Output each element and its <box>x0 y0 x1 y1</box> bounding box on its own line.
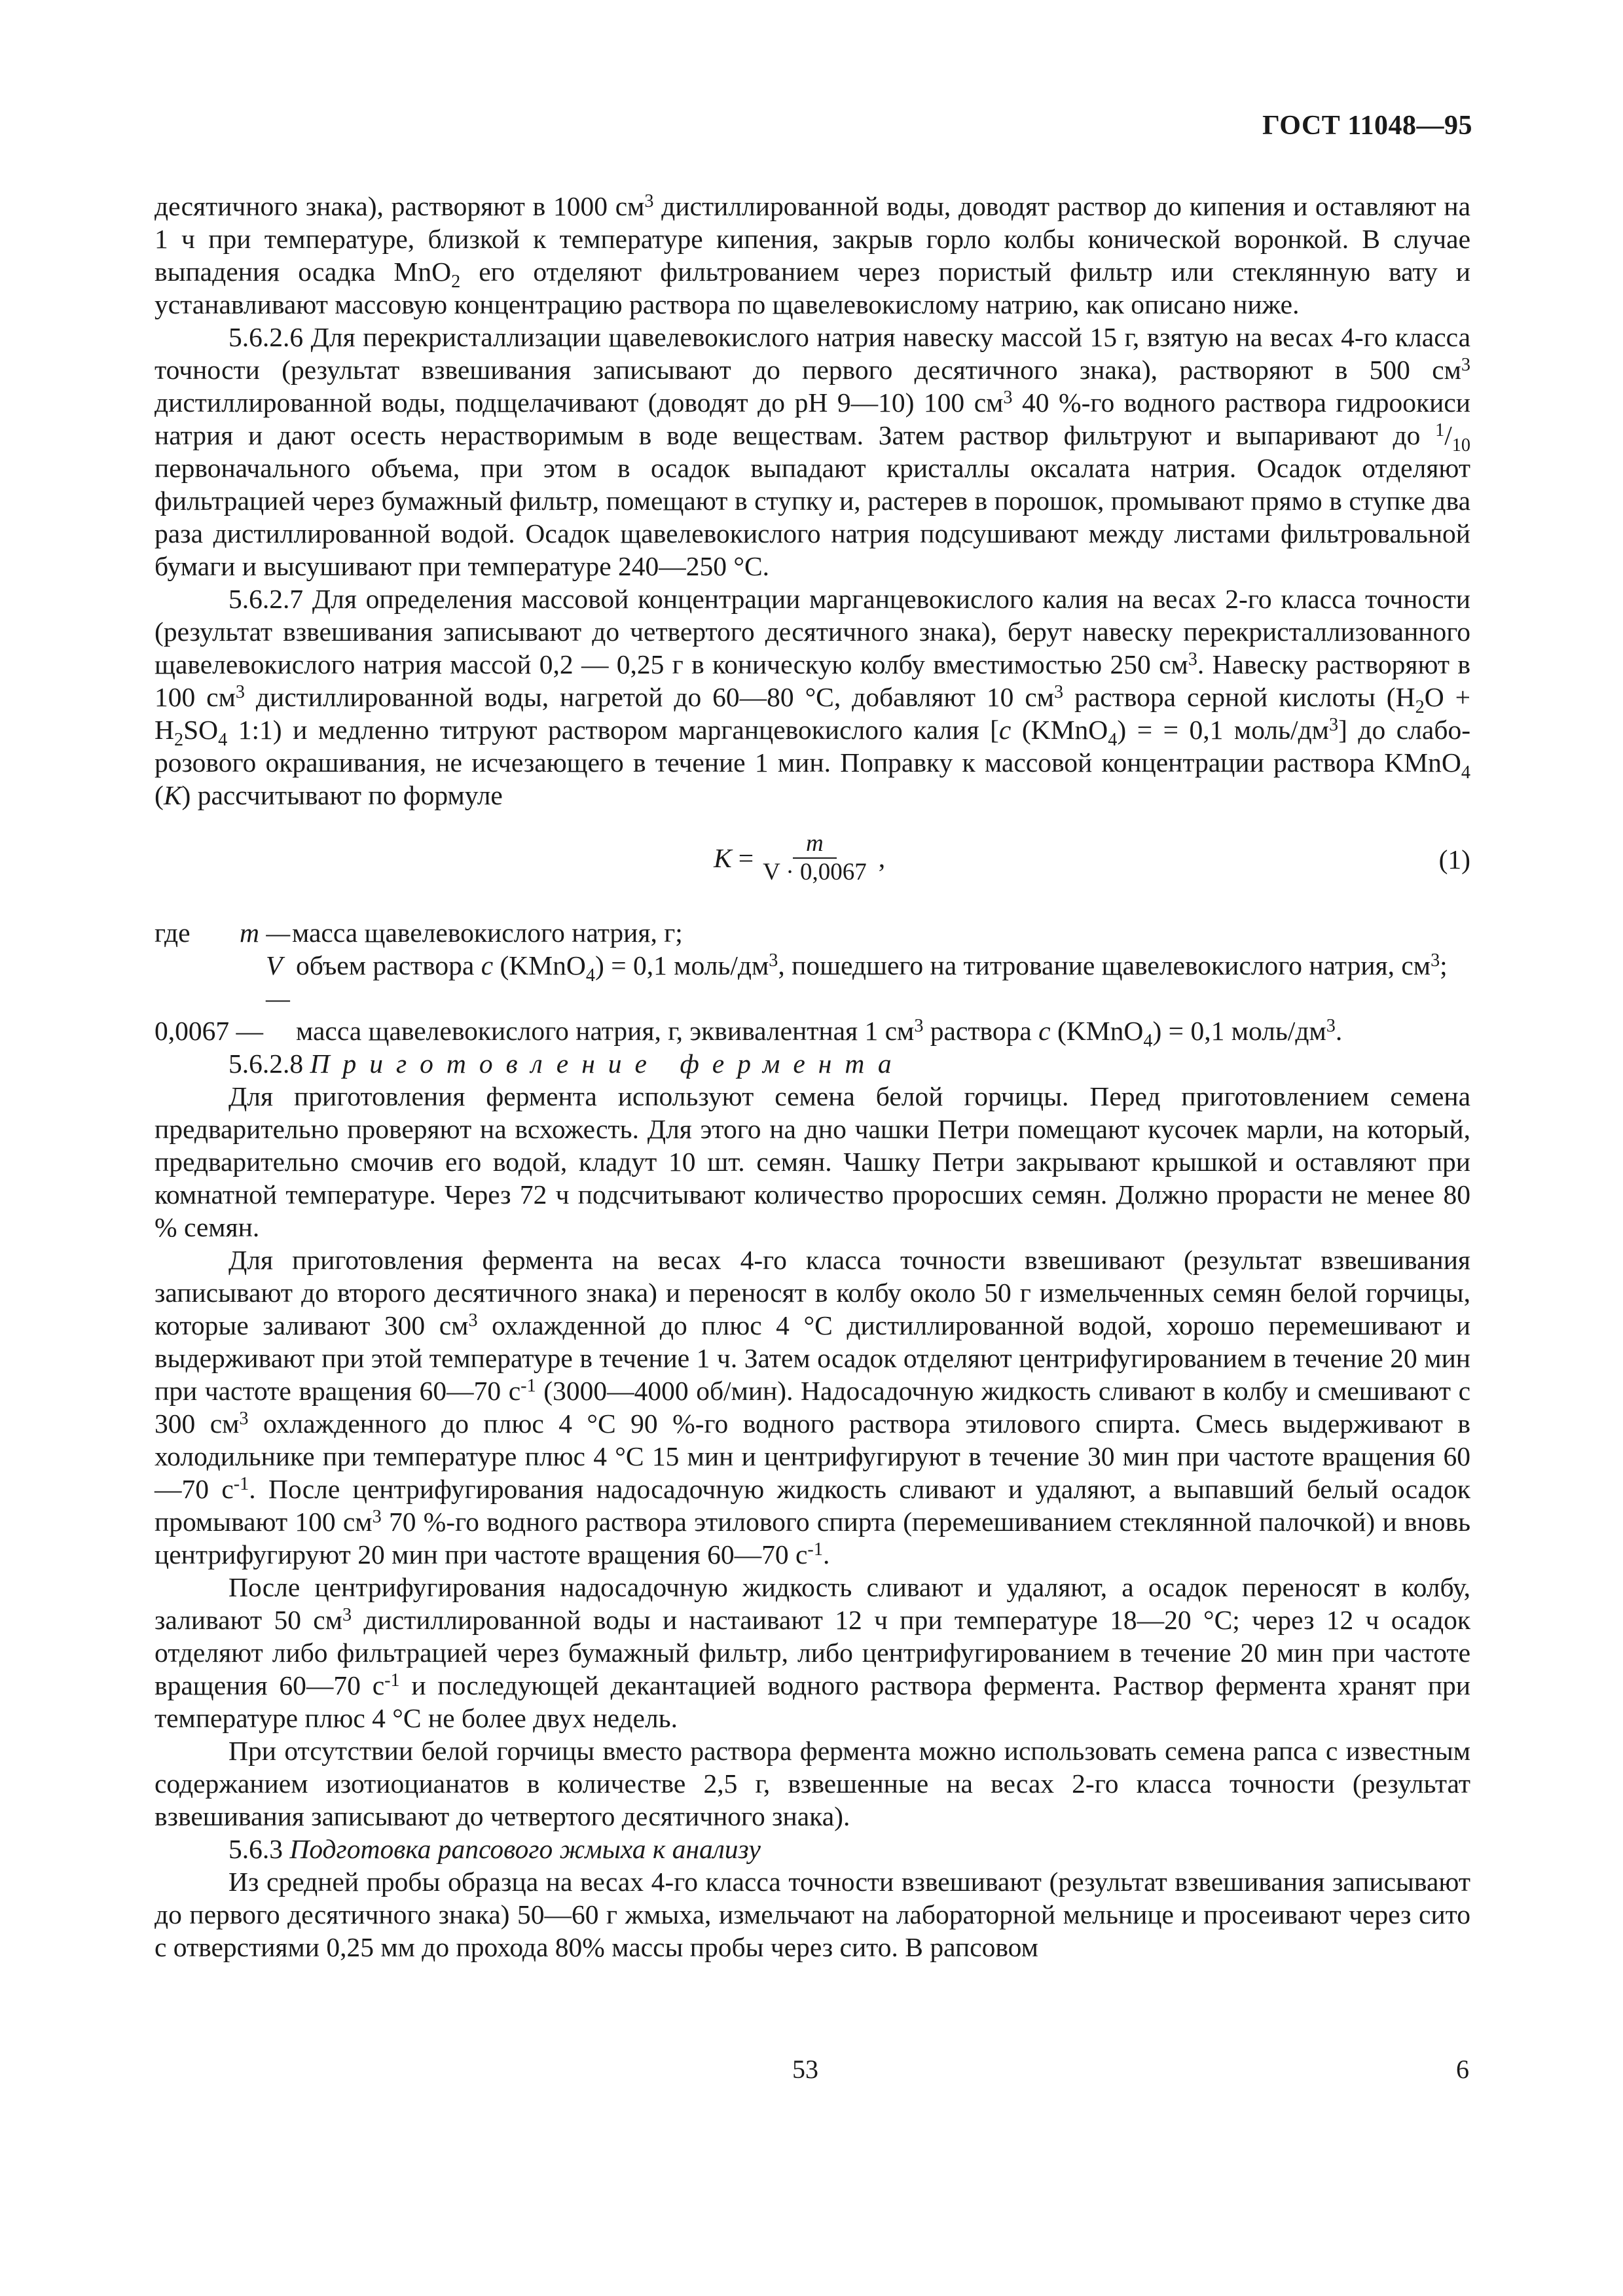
section-5628-heading: 5.6.2.8 Приготовление фермента <box>228 1049 905 1079</box>
paragraph-5626: 5.6.2.6 Для перекристаллизации щавелевокислого натрия навеску массой 15 г, взятую на весах 4-го класса точности (результат взвешивания записывают до первого десятичного знака), растворяют в 500 $см^3$ дистиллированной воды, подщелачивают (доводят до рН 9—10) 100 $см^3$ 40 %-го водного раствора гидроокиси натрия и дают осесть нерастворимым в воде веществам. Затем раствор фильтруют и выпаривают до $^1/_{10}$ первоначального объема, при этом в осадок выпадают кристаллы оксалата натрия. Осадок отделяют фильтрацией через бумажный фильтр, помещают в ступку и, растерев в порошок, промывают прямо в ступке два раза дистиллированной водой. Осадок щавелевокислого натрия подсушивают между листами фильтровальной бумаги и высушивают при температуре 240—250 °С. <box>155 322 1471 581</box>
formula-fraction <box>757 830 872 886</box>
formula-numerator: m <box>793 830 837 859</box>
sheet-number: 6 <box>1456 2054 1469 2084</box>
legend-row-const: 0,0067 — масса щавелевокислого натрия, г, эквивалентная 1 $см^3$ раствора c (KMnO$_4$) = 0,1 моль/$дм^3$. <box>155 1016 1343 1051</box>
paragraph-5627: 5.6.2.7 Для определения массовой концентрации марганцевокислого калия на весах 2-го класса точности (результат взвешивания записывают до четвертого десятичного знака), берут навеску перекристаллизованного щавелевокислого натрия массой 0,2 — 0,25 г в коническую колбу вместимостью 250 $см^3$. Навеску растворяют в 100 $см^3$ дистиллированной воды, нагретой до 60—80 °С, добавляют 10 $см^3$ раствора серной кислоты ($H_2O + H_2SO_4$ 1:1) и медленно титруют раствором марганцевокислого калия [c (KMnO$_4$) = = 0,1 моль/$дм^3$] до слабо-розового окрашивания, не исчезающего в течение 1 мин. Поправку к массовой концентрации раствора KMnO$_4$ (K) рассчитывают по формуле <box>155 584 1471 810</box>
paragraph-rapeseed-alt: При отсутствии белой горчицы вместо раствора фермента можно использовать семена рапса с известным содержанием изотиоцианатов в количестве 2,5 г, взвешенные на весах 2-го класса точности (результат взвешивания записывают до четвертого десятичного знака). <box>155 1736 1470 1831</box>
legend-row-m: где m — масса щавелевокислого натрия, г; <box>155 918 683 948</box>
legend-row-v: V — объем раствора c (KMnO$_4$) = 0,1 моль/$дм^3$, пошедшего на титрование щавелевокислого натрия, $см^3$; <box>266 950 1448 1013</box>
formula-lhs: K <box>714 843 732 873</box>
page-number: 53 <box>792 2054 818 2084</box>
document-body <box>155 190 1470 1964</box>
paragraph-after-centrifuge: После центрифугирования надосадочную жидкость сливают и удаляют, а осадок переносят в колбу, заливают 50 $см^3$ дистиллированной воды и настаивают 12 ч при температуре 18—20 °С; через 12 ч осадок отделяют либо фильтрацией через бумажный фильтр, либо центрифугированием в течение 20 мин при частоте вращения 60—70 $с^{-1}$ и последующей декантацией водного раствора фермента. Раствор фермента хранят при температуре плюс 4 °С не более двух недель. <box>155 1572 1470 1733</box>
formula-expression <box>714 830 885 886</box>
paragraph-continuation: десятичного знака), растворяют в 1000 $см^3$ дистиллированной воды, доводят раствор до кипения и оставляют на 1 ч при температуре, близкой к температуре кипения, закрыв горло колбы конической воронкой. В случае выпадения осадка MnO$_2$ его отделяют фильтрованием через пористый фильтр или стеклянную вату и устанавливают массовую концентрацию раствора по щавелевокислому натрию, как описано ниже. <box>155 191 1471 319</box>
paragraph-enzyme-prep: Для приготовления фермента на весах 4-го класса точности взвешивают (результат взвешивания записывают до второго десятичного знака) и переносят в колбу около 50 г измельченных семян белой горчицы, которые заливают 300 $см^3$ охлажденной до плюс 4 °С дистиллированной водой, хорошо перемешивают и выдерживают при этой температуре в течение 1 ч. Затем осадок отделяют центрифугированием в течение 20 мин при частоте вращения 60—70 $с^{-1}$ (3000—4000 об/мин). Надосадочную жидкость сливают в колбу и смешивают с 300 $см^3$ охлажденного до плюс 4 °С 90 %-го водного раствора этилового спирта. Смесь выдерживают в холодильнике при температуре плюс 4 °С 15 мин и центрифугируют в течение 30 мин при частоте вращения 60—70 $с^{-1}$. После центрифугирования надосадочную жидкость сливают и удаляют, а выпавший белый осадок промывают 100 $см^3$ 70 %-го водного раствора этилового спирта (перемешиванием стеклянной палочкой) и вновь центрифугируют 20 мин при частоте вращения 60—70 $с^{-1}$. <box>155 1245 1471 1570</box>
paragraph-sample-prep: Из средней пробы образца на весах 4-го класса точности взвешивают (результат взвешивания записывают до первого десятичного знака) 50—60 г жмыха, измельчают на лабораторной мельнице и просеивают через сито с отверстиями 0,25 мм до прохода 80% массы пробы через сито. В рапсовом <box>155 1867 1470 1962</box>
document-code-header: ГОСТ 11048—95 <box>1262 111 1472 141</box>
section-563-heading: 5.6.3 Подготовка рапсового жмыха к анализу <box>228 1834 761 1864</box>
formula-equals: = <box>738 843 754 873</box>
paragraph-enzyme-seeds: Для приготовления фермента используют семена белой горчицы. Перед приготовлением семена предварительно проверяют на всхожесть. Для этого на дно чашки Петри помещают кусочек марли, на который, предварительно смочив его водой, кладут 10 шт. семян. Чашку Петри закрывают крышкой и оставляют при комнатной температуре. Через 72 ч подсчитывают количество проросших семян. Должно прорасти не менее 80 % семян. <box>155 1081 1470 1242</box>
formula-1 <box>155 816 1470 915</box>
formula-number: (1) <box>1438 844 1470 874</box>
formula-denominator: V · 0,0067 <box>763 859 867 886</box>
formula-comma: , <box>878 843 886 873</box>
formula-legend <box>155 916 1470 1051</box>
